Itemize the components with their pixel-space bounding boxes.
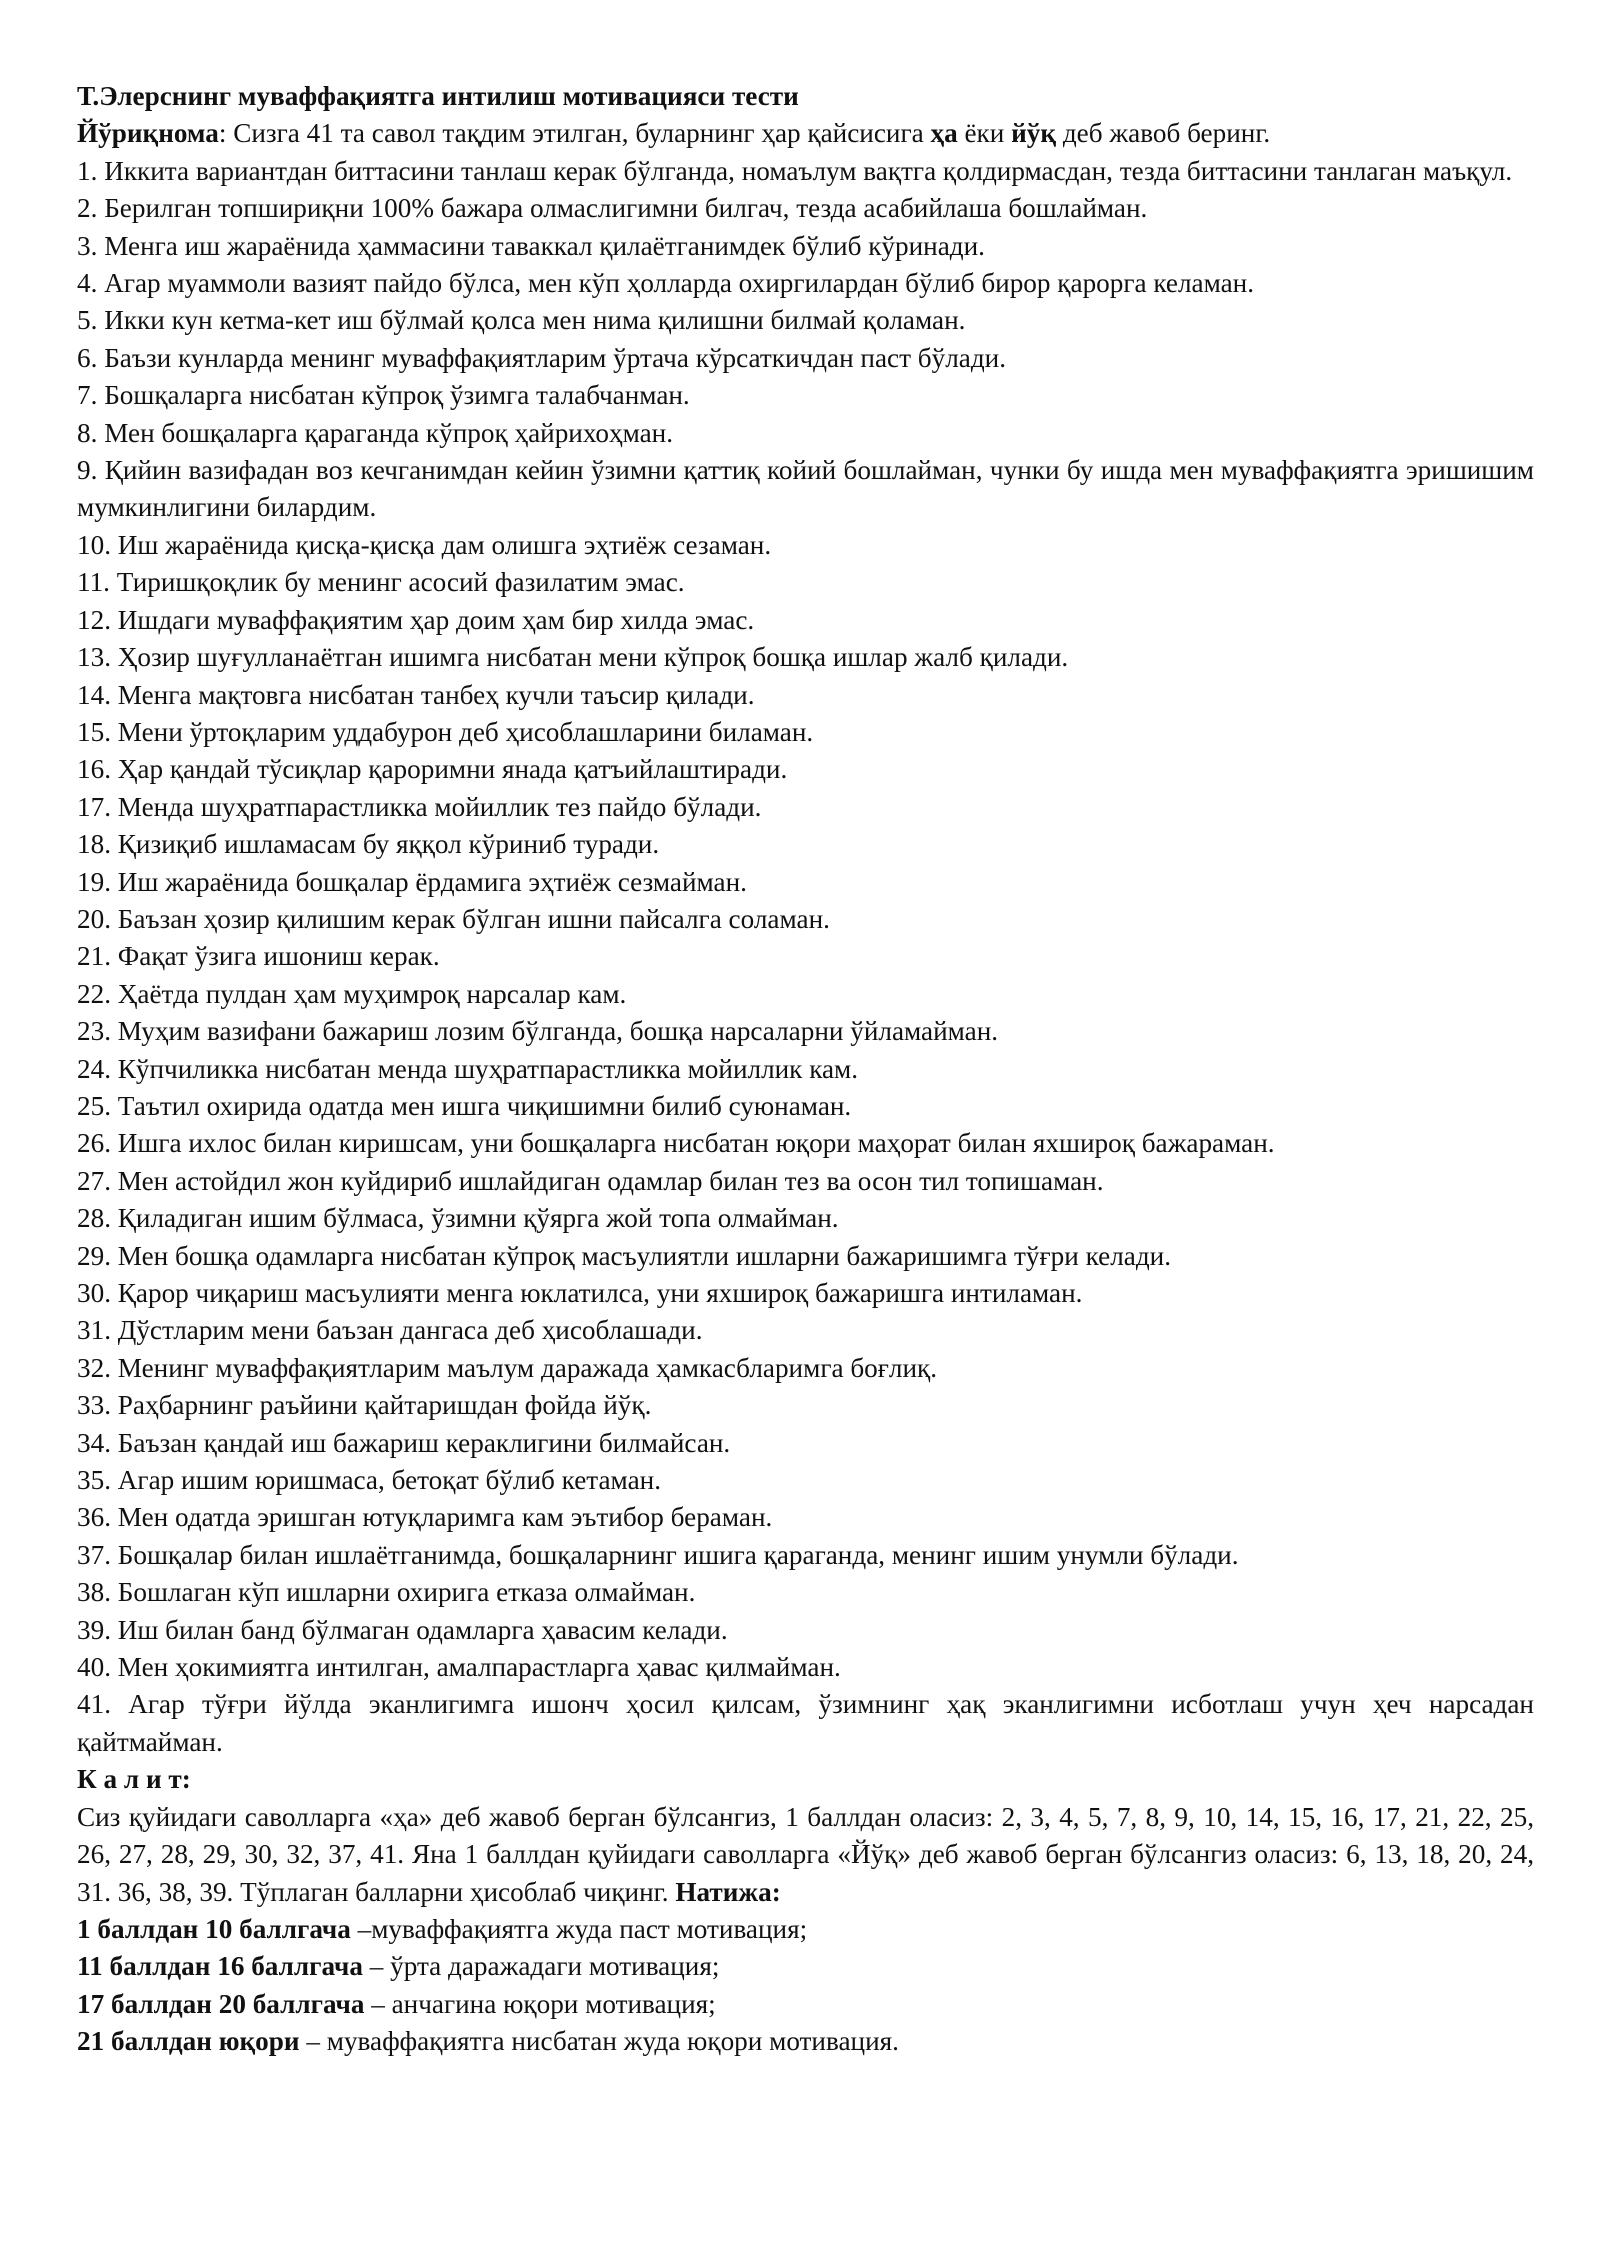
question-item: 12. Ишдаги муваффақиятим ҳар доим ҳам бир хилда эмас. [77,604,755,635]
question-item: 37. Бошқалар билан ишлаётганимда, бошқаларнинг ишига қараганда, менинг ишим унумли бўлади. [77,1539,1239,1570]
result-description: – ўрта даражадаги мотивация; [362,1951,720,1982]
question-item: 25. Таътил охирида одатда мен ишга чиқишимни билиб суюнаман. [77,1090,852,1121]
question-item: 13. Ҳозир шуғулланаётган ишимга нисбатан мени кўпроқ бошқа ишлар жалб қилади. [77,642,1069,673]
question-item: 40. Мен ҳокимиятга интилган, амалпарастларга ҳавас қилмайман. [77,1652,841,1683]
question-item: 19. Иш жараёнида бошқалар ёрдамига эҳтиёж сезмайман. [77,866,747,897]
question-item: 34. Баъзан қандай иш бажариш кераклигини билмайсан. [77,1427,731,1458]
result-range: 1 баллдан 10 баллгача [77,1913,351,1944]
result-range: 11 баллдан 16 баллгача [77,1951,363,1982]
instruction-label: Йўриқнома [77,118,219,149]
result-description: – муваффақиятга нисбатан жуда юқори мотивация. [299,2026,899,2057]
question-item: 27. Мен астойдил жон куйдириб ишлайдиган одамлар билан тез ва осон тил топишаман. [77,1165,1104,1196]
question-item: 22. Ҳаётда пулдан ҳам муҳимроқ нарсалар кам. [77,978,627,1009]
question-item: 33. Раҳбарнинг раъйини қайтаришдан фойда йўқ. [77,1390,652,1421]
question-item: 11. Тиришқоқлик бу менинг асосий фазилатим эмас. [77,567,685,598]
question-item: 20. Баъзан ҳозир қилишим керак бўлган ишни пайсалга соламан. [77,903,830,934]
question-item: 35. Агар ишим юришмаса, бетоқат бўлиб кетаман. [77,1465,661,1496]
question-item: 16. Ҳар қандай тўсиқлар қароримни янада қатъийлаштиради. [77,754,788,785]
document-page [77,78,1534,2061]
question-item: 31. Дўстларим мени баъзан дангаса деб ҳисоблашади. [77,1315,703,1346]
result-range: 21 баллдан юқори [77,2026,300,2057]
question-item: 2. Берилган топшириқни 100% бажара олмаслигимни билгач, тезда асабийлаша бошлайман. [77,193,1148,224]
question-item: 41. Агар тўғри йўлда эканлигимга ишонч ҳосил қилсам, ўзимнинг ҳақ эканлигимни исботлаш учун ҳеч нарсадан қайтмайман. [77,1689,1534,1757]
result-item [77,1911,1534,1948]
result-range: 17 баллдан 20 баллгача [77,1988,365,2019]
question-item: 1. Иккита вариантдан биттасини танлаш керак бўлганда, номаълум вақтга қолдирмасдан, тезда биттасини танлаган маъқул. [77,155,1513,186]
question-item: 28. Қиладиган ишим бўлмаса, ўзимни қўярга жой топа олмайман. [77,1203,839,1234]
question-item: 17. Менда шуҳратпарастликка мойиллик тез пайдо бўлади. [77,791,762,822]
question-item: 9. Қийин вазифадан воз кечганимдан кейин ўзимни қаттиқ койий бошлайман, чунки бу ишда мен муваффақиятга эришишим мумкинлигини билардим. [77,455,1534,523]
question-item: 8. Мен бошқаларга қараганда кўпроқ ҳайрихоҳман. [77,417,674,448]
result-item [77,1986,1534,2023]
result-description: –муваффақиятга жуда паст мотивация; [350,1913,808,1944]
question-item: 7. Бошқаларга нисбатан кўпроқ ўзимга талабчанман. [77,380,690,411]
question-item: 14. Менга мақтовга нисбатан танбеҳ кучли таъсир қилади. [77,679,755,710]
result-item [77,1948,1534,1985]
document-title: Т.Элерснинг муваффақиятга интилиш мотивацияси тести [77,81,799,111]
question-item: 38. Бошлаган кўп ишларни охирига етказа олмайман. [77,1577,696,1608]
question-item: 36. Мен одатда эришган ютуқларимга кам эътибор бераман. [77,1502,773,1533]
question-item: 29. Мен бошқа одамларга нисбатан кўпроқ масъулиятли ишларни бажаришимга тўғри келади. [77,1240,1172,1271]
question-item: 32. Менинг муваффақиятларим маълум даражада ҳамкасбларимга боғлиқ. [77,1352,938,1383]
question-list [77,153,1534,1761]
question-item: 21. Фақат ўзига ишониш керак. [77,941,440,972]
question-item: 24. Кўпчиликка нисбатан менда шуҳратпарастликка мойиллик кам. [77,1053,859,1084]
question-item: 18. Қизиқиб ишламасам бу яққол кўриниб туради. [77,829,660,860]
question-item: 6. Баъзи кунларда менинг муваффақиятларим ўртача кўрсаткичдан паст бўлади. [77,342,1007,373]
question-item: 5. Икки кун кетма-кет иш бўлмай қолса мен нима қилишни билмай қоламан. [77,305,966,336]
question-item: 4. Агар муаммоли вазият пайдо бўлса, мен кўп ҳолларда охиргилардан бўлиб бирор қарорга келаман. [77,268,1255,299]
question-item: 26. Ишга ихлос билан киришсам, уни бошқаларга нисбатан юқори маҳорат билан яхшироқ бажараман. [77,1128,1275,1159]
instruction-paragraph: Йўриқнома: Сизга 41 та савол тақдим этилган, буларнинг ҳар қайсисига ҳа ёки йўқ деб жавоб беринг. [77,118,1271,149]
question-item: 30. Қарор чиқариш масъулияти менга юклатилса, уни яхшироқ бажаришга интиламан. [77,1278,1083,1308]
result-item [77,2023,1534,2060]
key-paragraph: Сиз қуйидаги саволларга «ҳа» деб жавоб берган бўлсангиз, 1 баллдан оласиз: 2, 3, 4, 5, 7, 8, 9, 10, 14, 15, 16, 17, 21, 22, 25, 26, 27, 28, 29, 30, 32, 37, 41. Яна 1 баллдан қуйидаги саволларга «Йўқ» деб жавоб берган бўлсангиз оласиз: 6, 13, 18, 20, 24, 31. 36, 38, 39. Тўплаган балларни ҳисоблаб чиқинг. Натижа: [77,1801,1534,1907]
result-description: – анчагина юқори мотивация; [364,1988,716,2019]
question-item: 15. Мени ўртоқларим уддабурон деб ҳисоблашларини биламан. [77,716,814,747]
question-item: 3. Менга иш жараёнида ҳаммасини таваккал қилаётганимдек бўлиб кўринади. [77,230,985,261]
result-label: Натижа: [675,1876,781,1907]
result-list [77,1911,1534,2061]
question-item: 10. Иш жараёнида қисқа-қисқа дам олишга эҳтиёж сезаман. [77,529,772,560]
key-heading: К а л и т: [77,1764,191,1795]
question-item: 39. Иш билан банд бўлмаган одамларга ҳавасим келади. [77,1614,728,1645]
question-item: 23. Муҳим вазифани бажариш лозим бўлганда, бошқа нарсаларни ўйламайман. [77,1016,999,1047]
